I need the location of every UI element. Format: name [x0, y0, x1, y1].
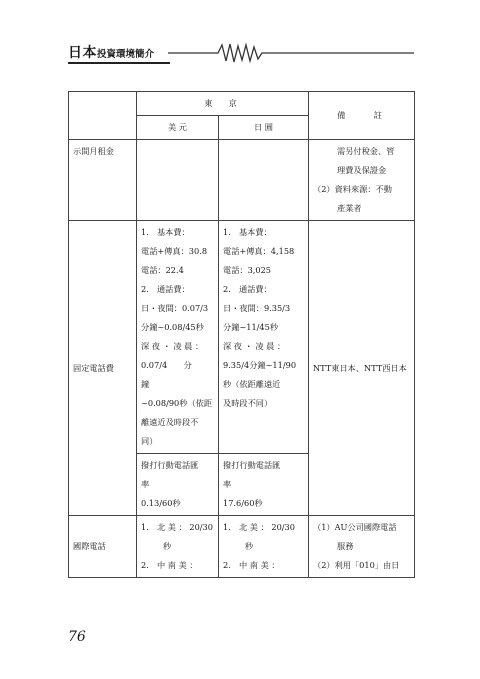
page-number: 76 [68, 629, 86, 645]
intl-jpy-cell [219, 516, 309, 578]
fixed-usd-line: 0.07/4 分 鐘 [141, 360, 209, 389]
header-title-sub: 投資環境簡介 [97, 49, 155, 60]
fixed-usd-line: 1. 基本費： [141, 227, 190, 237]
fixed-usd-line: 電話+傳真：30.8 [141, 246, 208, 256]
fixed-usd-line: 日・夜間：0.07/3 [141, 303, 209, 313]
intl-usd-cell [137, 516, 219, 578]
mobile-usd-line: 0.13/60秒 [141, 498, 181, 508]
fixed-usd-line: 深 夜 ・ 凌 晨 ： [141, 341, 204, 351]
rent-note-cell [309, 140, 415, 221]
fixed-usd-line: 2. 通話費： [141, 284, 190, 294]
intl-usd-line: 1. 北 美 ： 20/30 [141, 522, 213, 532]
rent-note-line: 理費及保證金 [337, 165, 387, 175]
fixed-usd-line: 電話：22.4 [141, 265, 184, 275]
header-empty-cell [69, 92, 137, 140]
intl-usd-line: 2. 中 南 美 ： [141, 560, 198, 570]
rent-note-line: 產業者 [337, 203, 362, 213]
intl-usd-line: 秒 [163, 541, 172, 551]
fixed-jpy-line: 9.35/4分鐘~11/90 [223, 360, 297, 370]
intl-note-line: （2）利用「010」由日 [313, 560, 400, 570]
fixed-jpy-line: 分鐘~11/45秒 [223, 322, 279, 332]
mobile-jpy-line: 率 [223, 479, 232, 489]
rent-note-line: （2）資料來源：不動 [313, 184, 392, 194]
intl-jpy-line: 2. 中 南 美 ： [223, 560, 280, 570]
cost-table [68, 91, 415, 578]
table-row [69, 221, 415, 454]
mobile-usd-line: 率 [141, 479, 150, 489]
fixed-usd-line: 離遠近及時段不 [141, 417, 199, 427]
fixed-jpy-line: 電話：3,025 [223, 265, 272, 275]
fixed-note-cell: NTT東日本、NTT西日本 [309, 221, 415, 516]
fixed-jpy-line: 日・夜間：9.35/3 [223, 303, 291, 313]
table-row [69, 516, 415, 578]
header-note: 備 註 [309, 92, 415, 140]
row-item-fixed-phone: 固定電話費 [69, 221, 137, 516]
fixed-jpy-cell [219, 221, 309, 454]
table-row [69, 140, 415, 221]
header-title [68, 42, 154, 62]
header-usd: 美 元 [137, 116, 219, 140]
intl-note-line: （1）AU公司國際電話 [313, 522, 397, 532]
rent-note-line: 需另付稅金、管 [337, 146, 395, 156]
fixed-jpy-line: 及時段不同） [223, 398, 273, 408]
intl-jpy-line: 秒 [245, 541, 254, 551]
rent-jpy-cell [219, 140, 309, 221]
intl-jpy-line: 1. 北 美 ： 20/30 [223, 522, 295, 532]
rent-usd-cell [137, 140, 219, 221]
header-title-main: 日本 [68, 45, 97, 61]
table-header-row [69, 92, 415, 116]
header-rule [68, 62, 170, 64]
header-wave-decoration [168, 41, 418, 65]
mobile-jpy-line: 17.6/60秒 [223, 498, 263, 508]
fixed-usd-line: ~0.08/90秒（依距 [141, 398, 213, 408]
intl-note-line: 服務 [337, 541, 354, 551]
row-item-intl-phone: 國際電話 [69, 516, 137, 578]
header-city: 東 京 [137, 92, 309, 116]
fixed-jpy-line: 2. 通話費： [223, 284, 272, 294]
fixed-jpy-line: 秒（依距離遠近 [223, 379, 281, 389]
intl-note-cell [309, 516, 415, 578]
fixed-jpy-line: 深 夜 ・ 凌 晨 ： [223, 341, 286, 351]
mobile-usd-line: 撥打行動電話匯 [141, 460, 199, 470]
fixed-usd-line: 同） [141, 436, 158, 446]
fixed-jpy-line: 電話+傳真：4,158 [223, 246, 295, 256]
header-jpy: 日 圓 [219, 116, 309, 140]
fixed-jpy-line: 1. 基本費： [223, 227, 272, 237]
mobile-jpy-cell [219, 454, 309, 516]
mobile-usd-cell [137, 454, 219, 516]
row-item-rent: 示間月租金 [69, 140, 137, 221]
mobile-jpy-line: 撥打行動電話匯 [223, 460, 281, 470]
fixed-usd-cell [137, 221, 219, 454]
fixed-usd-line: 分鐘~0.08/45秒 [141, 322, 204, 332]
